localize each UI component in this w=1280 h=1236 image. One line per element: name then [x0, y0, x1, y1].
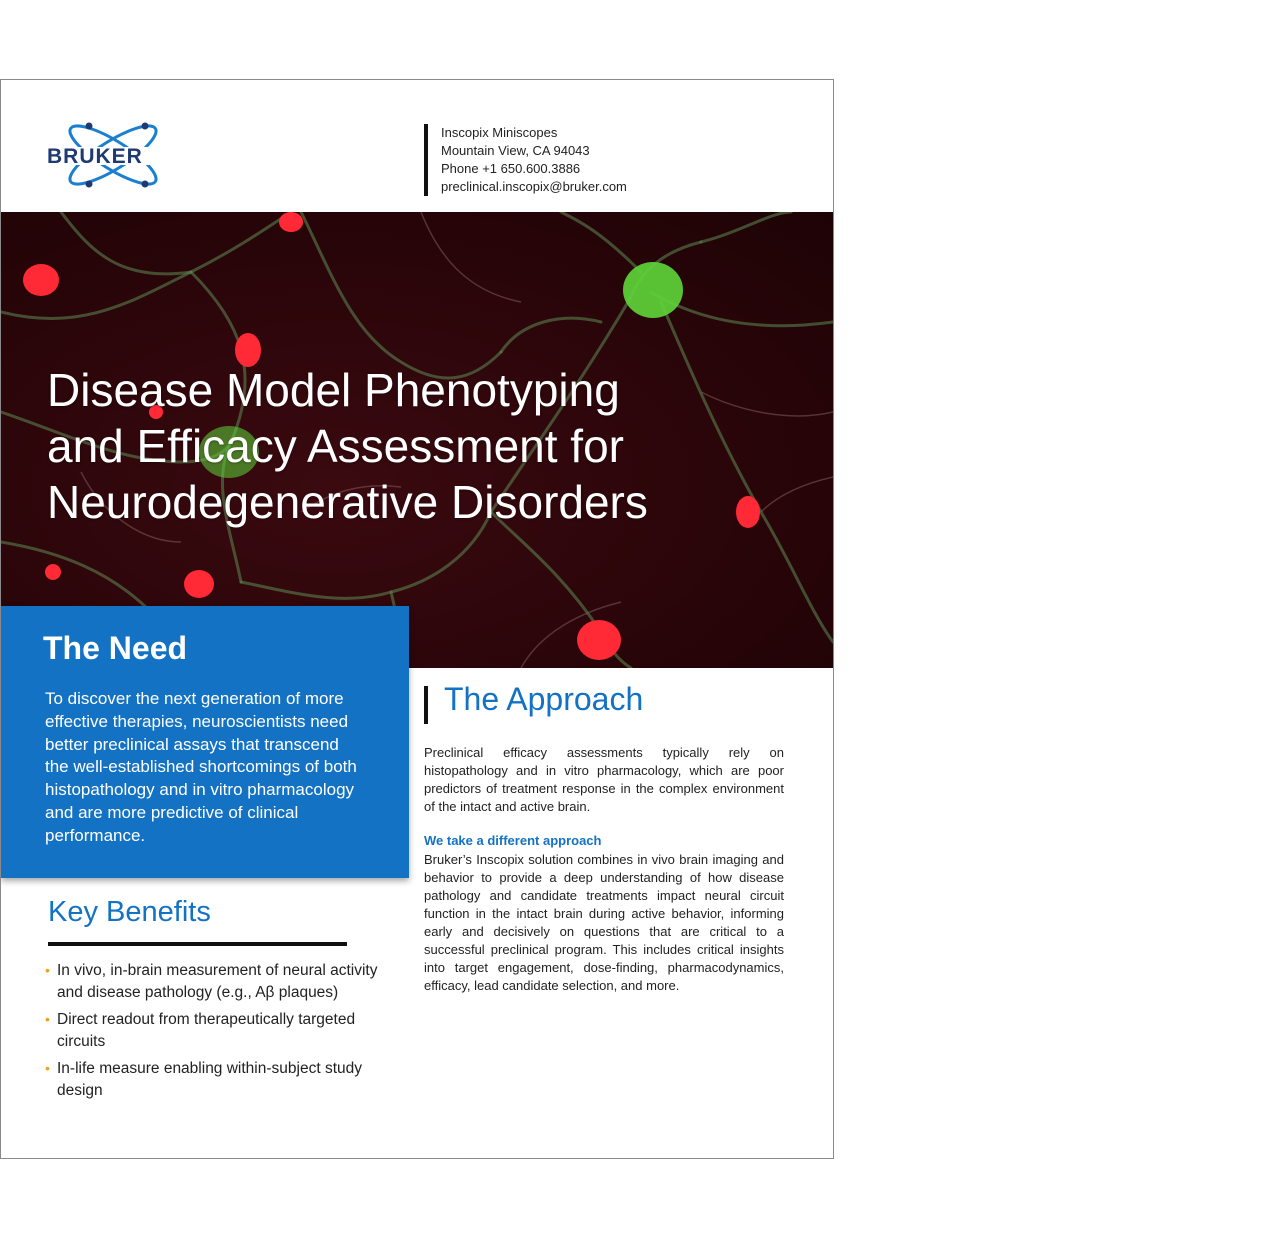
- list-item: [45, 1009, 405, 1052]
- approach-accent-bar: [424, 686, 428, 724]
- need-body: To discover the next generation of more effective therapies, neuroscientists need better preclinical assays that transcend the well-established shortcomings of both histopathology and in vitro pharmacology and are more predictive of clinical performance.: [45, 689, 357, 845]
- hero-banner: [1, 212, 833, 668]
- list-item: [45, 1058, 405, 1101]
- bruker-logo: [45, 118, 185, 192]
- bullet-icon: •: [45, 1011, 50, 1027]
- benefit-text: In-life measure enabling within-subject study design: [57, 1060, 362, 1099]
- list-item: [45, 960, 405, 1003]
- contact-phone: Phone +1 650.600.3886: [441, 161, 581, 176]
- need-heading: The Need: [43, 630, 188, 666]
- approach-heading: The Approach: [444, 681, 644, 717]
- page-title: [47, 362, 747, 530]
- approach-subheading: We take a different approach: [424, 833, 602, 848]
- approach-paragraph-1: Preclinical efficacy assessments typically rely on histopathology and in vitro pharmacology, which are poor predictors of treatment response in the complex environment of the intact and active brain.: [424, 745, 784, 814]
- contact-company: Inscopix Miniscopes: [441, 125, 558, 140]
- logo-wordmark: BRUKER: [47, 145, 143, 168]
- benefit-text: Direct readout from therapeutically targeted circuits: [57, 1011, 356, 1050]
- title-line-3: Neurodegenerative Disorders: [47, 476, 648, 528]
- approach-paragraph-2: Bruker’s Inscopix solution combines in vivo brain imaging and behavior to provide a deep understanding of how disease pathology and candidate treatments impact neural circuit function in the intact brain during active behavior, informing early and decisively on questions that are critical to a successful preclinical program. This includes critical insights into target engagement, dose-finding, pharmacodynamics, efficacy, lead candidate selection, and more.: [424, 852, 784, 993]
- title-line-1: Disease Model Phenotyping: [47, 364, 620, 416]
- contact-block: [424, 124, 627, 196]
- contact-email[interactable]: preclinical.inscopix@bruker.com: [441, 179, 627, 194]
- bullet-icon: •: [45, 1060, 50, 1076]
- bullet-icon: •: [45, 962, 50, 978]
- key-benefits-heading: Key Benefits: [48, 896, 211, 928]
- need-box: [1, 606, 409, 878]
- title-line-2: and Efficacy Assessment for: [47, 420, 624, 472]
- key-benefits-divider: [48, 942, 347, 946]
- datasheet-page: [0, 79, 834, 1159]
- key-benefits-list: [45, 960, 405, 1107]
- benefit-text: In vivo, in-brain measurement of neural activity and disease pathology (e.g., Aβ plaques): [57, 962, 378, 1001]
- contact-city: Mountain View, CA 94043: [441, 143, 590, 158]
